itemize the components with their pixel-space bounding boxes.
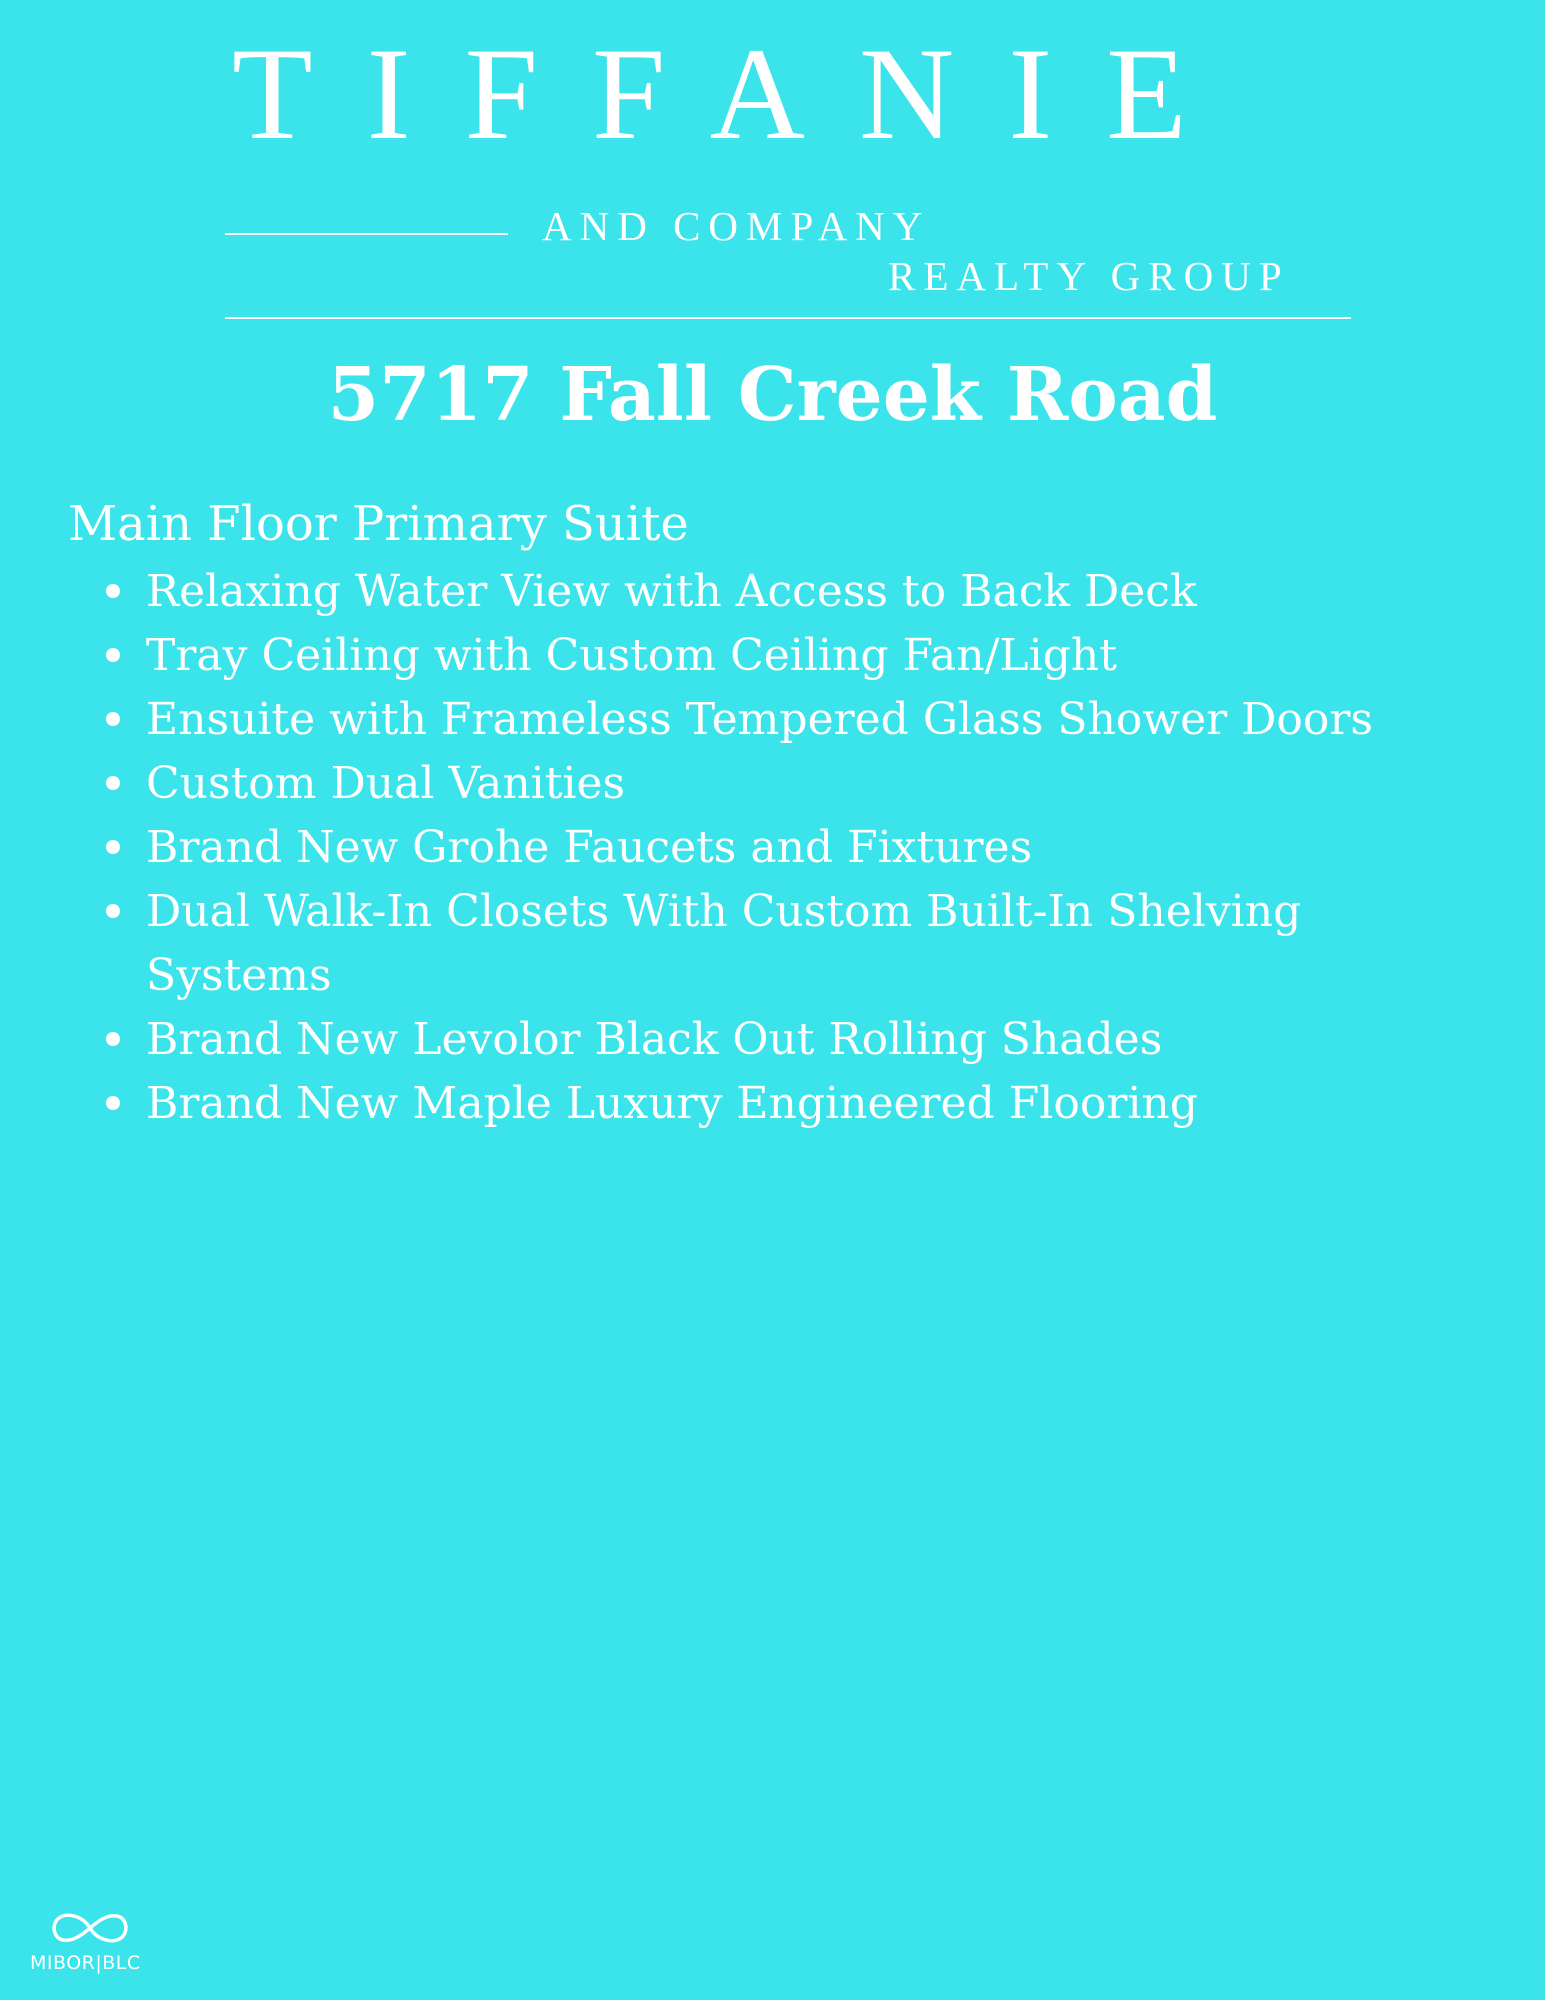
logo-text: MIBOR|BLC [30, 1952, 141, 1974]
bullet-icon [106, 840, 120, 854]
infinity-icon [45, 1906, 135, 1950]
feature-item [146, 1008, 1516, 1072]
feature-text: Relaxing Water View with Access to Back Deck [146, 566, 1197, 617]
brand-divider-short [225, 233, 508, 235]
bullet-icon [106, 776, 120, 790]
feature-item [146, 560, 1516, 624]
feature-item [146, 1072, 1516, 1136]
feature-item [146, 688, 1516, 752]
bullet-icon [106, 584, 120, 598]
feature-text: Brand New Levolor Black Out Rolling Shades [146, 1014, 1163, 1065]
feature-text: Brand New Grohe Faucets and Fixtures [146, 822, 1033, 873]
section-title: Main Floor Primary Suite [68, 496, 689, 552]
feature-text: Ensuite with Frameless Tempered Glass Shower Doors [146, 694, 1373, 745]
bullet-icon [106, 904, 120, 918]
feature-item [146, 816, 1516, 880]
property-address: 5717 Fall Creek Road [327, 352, 1218, 438]
bullet-icon [106, 1032, 120, 1046]
feature-item [146, 624, 1516, 688]
bullet-icon [106, 1096, 120, 1110]
brand-tagline-company: AND COMPANY [542, 203, 931, 249]
feature-text: Brand New Maple Luxury Engineered Flooring [146, 1078, 1198, 1129]
brand-name: TIFFANIE [232, 20, 1241, 167]
bullet-icon [106, 648, 120, 662]
feature-text: Custom Dual Vanities [146, 758, 626, 809]
feature-text: Dual Walk-In Closets With Custom Built-In Shelving Systems [146, 886, 1302, 1001]
brand-tagline-realty: REALTY GROUP [888, 253, 1290, 299]
feature-item [146, 752, 1516, 816]
mibor-blc-logo [30, 1906, 150, 1976]
feature-item [146, 880, 1446, 1008]
brand-divider-long [225, 317, 1351, 319]
bullet-icon [106, 712, 120, 726]
feature-list [146, 560, 1516, 1136]
feature-text: Tray Ceiling with Custom Ceiling Fan/Light [146, 630, 1117, 681]
